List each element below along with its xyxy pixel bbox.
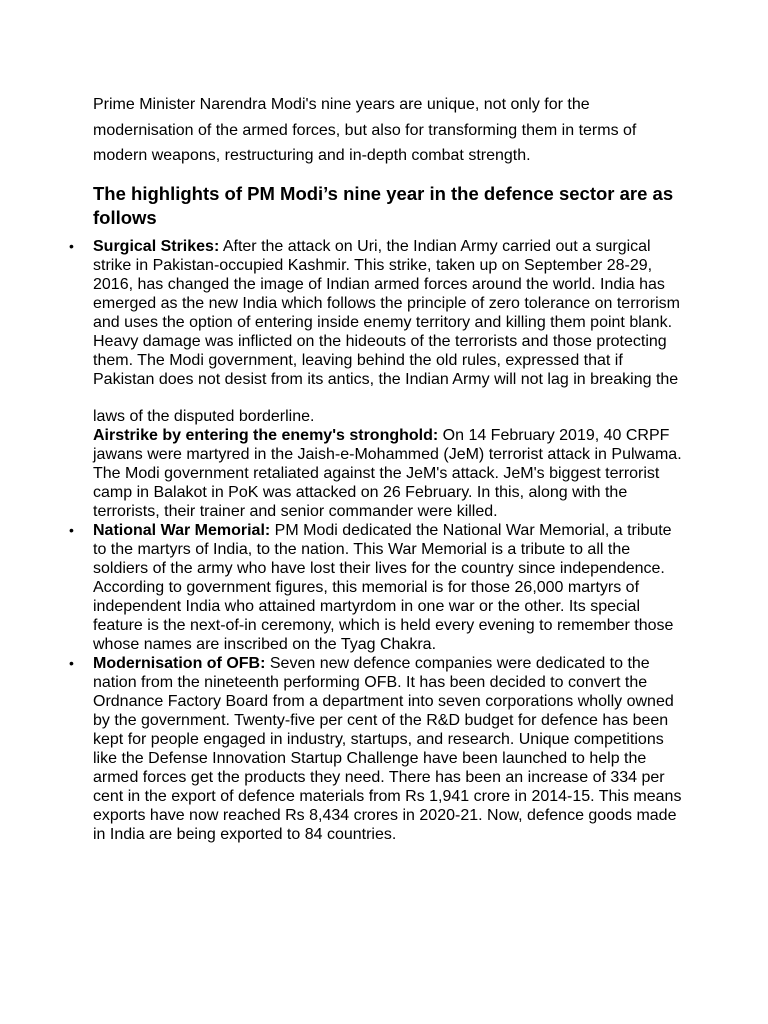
list-item-body	[93, 521, 683, 654]
bullet-icon: •	[69, 522, 74, 538]
airstrike-paragraph	[93, 426, 683, 521]
item-text: After the attack on Uri, the Indian Army carried out a surgical strike in Pakistan-occupied Kashmir. This strike, taken up on September 28-29, 2016, has changed the image of Indian armed forces around the world. India has emerged as the new India which follows the principle of zero tolerance on terrorism and uses the option of entering inside enemy territory and killing them point blank. Heavy damage was inflicted on the hideouts of the terrorists and those protecting them. The Modi government, leaving behind the old rules, expressed that if Pakistan does not desist from its antics, the Indian Army will not lag in breaking the	[93, 238, 680, 388]
bullet-icon: •	[69, 655, 74, 671]
list-item-body	[93, 654, 683, 844]
item-sub-term: Airstrike by entering the enemy's stronghold:	[93, 427, 439, 444]
bullet-icon: •	[69, 238, 74, 254]
item-term: National War Memorial:	[93, 522, 271, 539]
section-heading: The highlights of PM Modi’s nine year in the defence sector are as follows	[93, 183, 674, 228]
list-item-national-war-memorial	[69, 521, 683, 654]
item-continuation: laws of the disputed borderline.	[93, 408, 315, 425]
list-item-surgical-strikes	[69, 237, 683, 521]
item-sub-text: On 14 February 2019, 40 CRPF jawans were martyred in the Jaish-e-Mohammed (JeM) terrorist attack in Pulwama. The Modi government retaliated against the JeM's attack. JeM's biggest terrorist camp in Balakot in PoK was attacked on 26 February. In this, along with the terrorists, their trainer and senior commander were killed.	[93, 427, 682, 520]
list-item-modernisation-ofb	[69, 654, 683, 844]
list-item-body	[93, 237, 683, 389]
highlights-list	[69, 237, 683, 844]
intro-paragraph: Prime Minister Narendra Modi's nine years are unique, not only for the modernisation of the armed forces, but also for transforming them in terms of modern weapons, restructuring and in-depth combat strength.	[93, 96, 637, 164]
item-term: Modernisation of OFB:	[93, 655, 266, 672]
item-term: Surgical Strikes:	[93, 238, 220, 255]
item-text: Seven new defence companies were dedicated to the nation from the nineteenth performing OFB. It has been decided to convert the Ordnance Factory Board from a department into seven corporations wholly owned by the government. Twenty-five per cent of the R&D budget for defence has been kept for people engaged in industry, startups, and research. Unique competitions like the Defense Innovation Startup Challenge have been launched to help the armed forces get the products they need. There has been an increase of 334 per cent in the export of defence materials from Rs 1,941 crore in 2014-15. This means exports have now reached Rs 8,434 crores in 2020-21. Now, defence goods made in India are being exported to 84 countries.	[93, 655, 682, 843]
item-text: PM Modi dedicated the National War Memorial, a tribute to the martyrs of India, to the nation. This War Memorial is a tribute to all the soldiers of the army who have lost their lives for the country since independence. According to government figures, this memorial is for those 26,000 martyrs of independent India who attained martyrdom in one war or the other. Its special feature is the next-of-in ceremony, which is held every evening to remember those whose names are inscribed on the Tyag Chakra.	[93, 522, 674, 653]
